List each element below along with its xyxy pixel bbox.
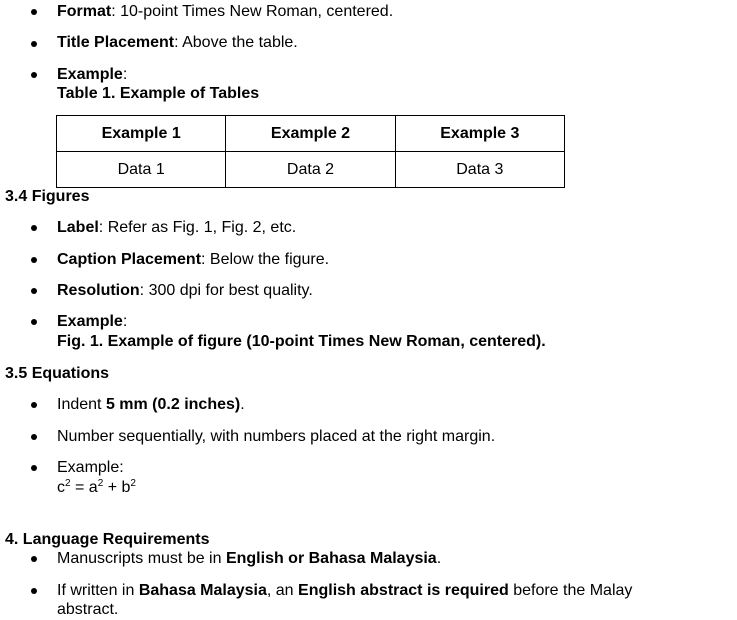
abstract-prefix: If written in [57,582,139,599]
numbering-item: Number sequentially, with numbers placed at the right margin. [57,428,496,445]
language-bold: English or Bahasa Malaysia [225,550,437,567]
table-header-cell: Example 3 [395,116,564,152]
table-header-row [57,116,565,152]
bullet-icon [31,288,37,294]
table-cell: Data 3 [395,152,564,188]
format-text: : 10-point Times New Roman, centered. [111,3,394,20]
caption-placement-text: : Below the figure. [201,251,330,268]
indent-value: 5 mm (0.2 inches) [105,396,241,413]
table-example-colon: : [122,66,128,83]
bullet-icon [31,588,37,594]
caption-placement-label: Caption Placement [57,251,202,268]
section-heading-equations: 3.5 Equations [5,365,110,382]
abstract-suffix: before the Malay [508,582,633,599]
resolution-text: : 300 dpi for best quality. [139,282,313,299]
bullet-icon [31,434,37,440]
label-label: Label [57,219,99,236]
language-suffix: . [436,550,442,567]
equation [57,478,136,498]
bullet-icon [31,402,37,408]
equation-a: = a [70,479,98,496]
indent-item [57,395,245,415]
table-example-item [57,65,127,85]
abstract-bold-requirement: English abstract is required [298,582,509,599]
caption-placement-item [57,250,329,270]
bullet-icon [31,225,37,231]
equation-c: c [57,479,65,496]
language-prefix: Manuscripts must be in [57,550,226,567]
table-header-cell: Example 2 [226,116,395,152]
abstract-bold-language: Bahasa Malaysia [138,582,267,599]
figure-example-item [57,312,127,332]
table-title: Table 1. Example of Tables [57,85,260,102]
bullet-icon [31,72,37,78]
label-item [57,218,296,238]
table-cell: Data 2 [226,152,395,188]
equation-example-label: Example: [57,459,124,476]
figure-caption: Fig. 1. Example of figure (10-point Times New Roman, centered). [57,333,546,350]
language-item [57,549,441,569]
figure-example-label: Example [57,313,123,330]
abstract-mid: , an [266,582,299,599]
title-placement-label: Title Placement [57,34,175,51]
figure-example-colon: : [122,313,128,330]
table-header-cell: Example 1 [57,116,226,152]
bullet-icon [31,556,37,562]
format-item [57,2,393,22]
indent-suffix: . [240,396,245,413]
label-text: : Refer as Fig. 1, Fig. 2, etc. [98,219,297,236]
example-table [56,115,565,188]
bullet-icon [31,41,37,47]
table-example-label: Example [57,66,123,83]
section-heading-figures: 3.4 Figures [5,188,90,205]
section-heading-language: 4. Language Requirements [5,531,210,548]
equation-exponent: 2 [130,478,136,489]
equation-b: + b [103,479,131,496]
bullet-icon [31,319,37,325]
resolution-item [57,281,313,301]
abstract-item [57,581,632,601]
bullet-icon [31,465,37,471]
format-label: Format [57,3,112,20]
title-placement-item [57,33,298,53]
table-row [57,152,565,188]
table-cell: Data 1 [57,152,226,188]
resolution-label: Resolution [57,282,140,299]
bullet-icon [31,257,37,263]
bullet-icon [31,9,37,15]
equation-exponent: 2 [97,478,104,489]
abstract-continuation: abstract. [57,601,119,618]
equation-exponent: 2 [65,478,71,489]
indent-prefix: Indent [57,396,106,413]
title-placement-text: : Above the table. [174,34,298,51]
